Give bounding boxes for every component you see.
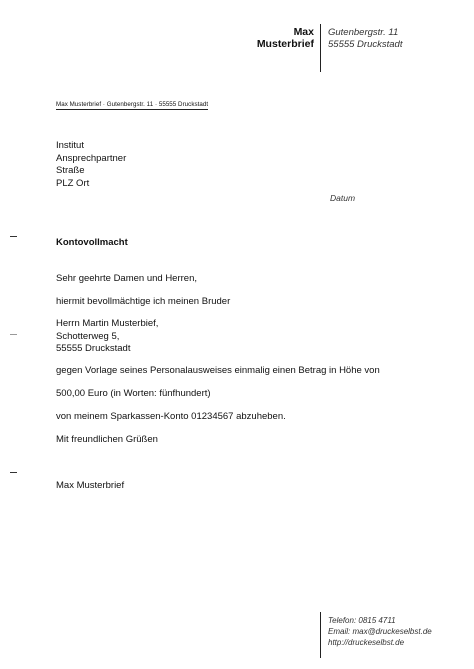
subject: Kontovollmacht <box>56 237 128 248</box>
punch-mark <box>10 334 17 335</box>
sender-name <box>257 26 314 50</box>
body-account: von meinem Sparkassen-Konto 01234567 abzuheben. <box>56 411 286 422</box>
closing: Mit freundlichen Grüßen <box>56 434 158 445</box>
person-street: Schotterweg 5, <box>56 330 120 342</box>
footer-contact <box>328 615 432 648</box>
person-city: 55555 Druckstadt <box>56 343 131 354</box>
sender-first-name: Max <box>293 26 314 38</box>
sender-address <box>328 27 402 51</box>
person-name: Herrn Martin Musterbief, <box>56 318 159 329</box>
signature-name: Max Musterbrief <box>56 480 125 491</box>
recipient-address <box>56 140 126 190</box>
recipient-line-2: Ansprechpartner <box>56 152 127 164</box>
sender-last-name: Musterbrief <box>256 38 314 50</box>
recipient-line-1: Institut <box>56 140 84 151</box>
sender-city: 55555 Druckstadt <box>328 39 403 50</box>
footer-divider <box>320 612 321 658</box>
salutation: Sehr geehrte Damen und Herren, <box>56 273 197 284</box>
body-amount: 500,00 Euro (in Worten: fünfhundert) <box>56 388 211 399</box>
return-address: Max Musterbrief · Gutenbergstr. 11 · 55555 Druckstadt <box>56 101 209 108</box>
body-intro: hiermit bevollmächtige ich meinen Bruder <box>56 296 231 307</box>
footer-web: http://druckeselbst.de <box>328 638 405 647</box>
recipient-line-4: PLZ Ort <box>56 177 90 189</box>
date: Datum <box>330 193 356 203</box>
recipient-line-3: Straße <box>56 165 85 176</box>
sender-street: Gutenbergstr. 11 <box>328 27 399 38</box>
body-condition: gegen Vorlage seines Personalausweises einmalig einen Betrag in Höhe von <box>56 365 380 376</box>
header-divider <box>320 24 321 72</box>
footer-phone: Telefon: 0815 4711 <box>328 616 396 625</box>
footer-email: Email: max@druckeselbst.de <box>328 627 432 636</box>
authorized-person <box>56 318 158 356</box>
fold-mark-bottom <box>10 472 17 473</box>
fold-mark-top <box>10 236 17 237</box>
